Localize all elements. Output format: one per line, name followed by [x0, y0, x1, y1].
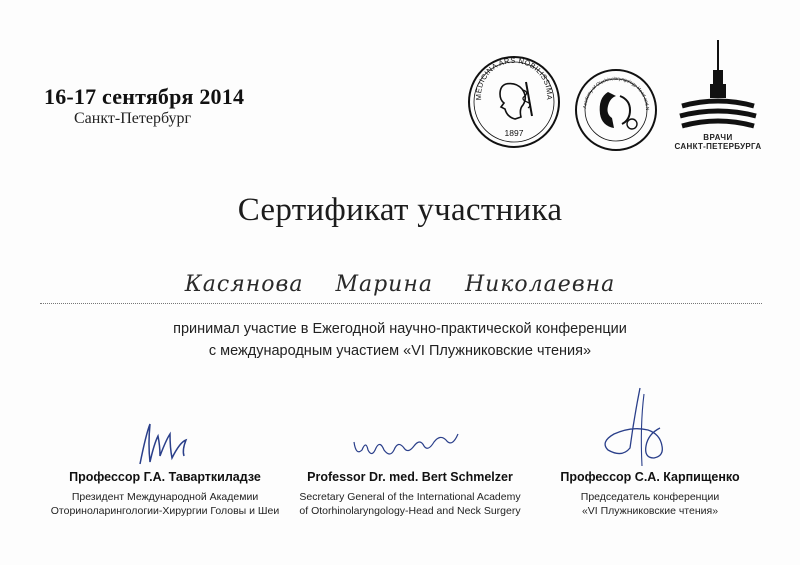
signatory-role-3-line2: «VI Плужниковские чтения»	[581, 505, 719, 517]
signatory-role-1-line1: Президент Международной Академии	[71, 491, 259, 503]
academy-ring-text: Academy of Otorhinolaryngology-Head and N	[582, 75, 651, 111]
signatory-name-3: Профессор С.А. Карпищенко	[560, 470, 740, 484]
signatory-name-2: Professor Dr. med. Bert Schmelzer	[307, 470, 513, 484]
event-date: 16-17 сентября 2014	[44, 84, 245, 109]
certificate-title: Сертификат участника	[237, 192, 563, 228]
signature-1	[128, 420, 208, 470]
certificate-body-line1: принимал участие в Ежегодной научно-практической конференции	[173, 321, 627, 337]
signature-3	[596, 384, 676, 474]
vrachi-logo-line1: ВРАЧИ	[703, 133, 733, 142]
svg-text:MEDICINA ARS NOBILISSIMA	[474, 56, 554, 101]
medicina-year: 1897	[504, 128, 524, 138]
vrachi-logo-line2: САНКТ-ПЕТЕРБУРГА	[674, 142, 762, 151]
svg-text:International Academy of Otorh	[574, 68, 650, 110]
signatory-role-2-line1: Secretary General of the International Academy	[299, 491, 521, 503]
signature-2	[348, 428, 468, 464]
medicina-seal-logo	[466, 54, 562, 150]
event-city: Санкт-Петербург	[74, 110, 192, 127]
certificate-body-line2: с международным участием «VI Плужниковские чтения»	[208, 343, 592, 359]
recipient-underline	[40, 303, 762, 304]
signatory-role-1-line2: Оториноларингологии-Хирургии Головы и Шеи	[50, 505, 280, 517]
signatory-name-1: Профессор Г.А. Таварткиладзе	[69, 470, 261, 484]
signatory-role-2-line2: of Otorhinolaryngology-Head and Neck Surgery	[299, 505, 521, 517]
recipient-name: Касянова Марина Николаевна	[184, 272, 616, 297]
medicina-ring-text: MEDICINA ARS NOBILISSIMA	[473, 55, 555, 101]
signatory-role-3-line1: Председатель конференции	[580, 491, 720, 503]
academy-seal-logo	[574, 68, 658, 152]
